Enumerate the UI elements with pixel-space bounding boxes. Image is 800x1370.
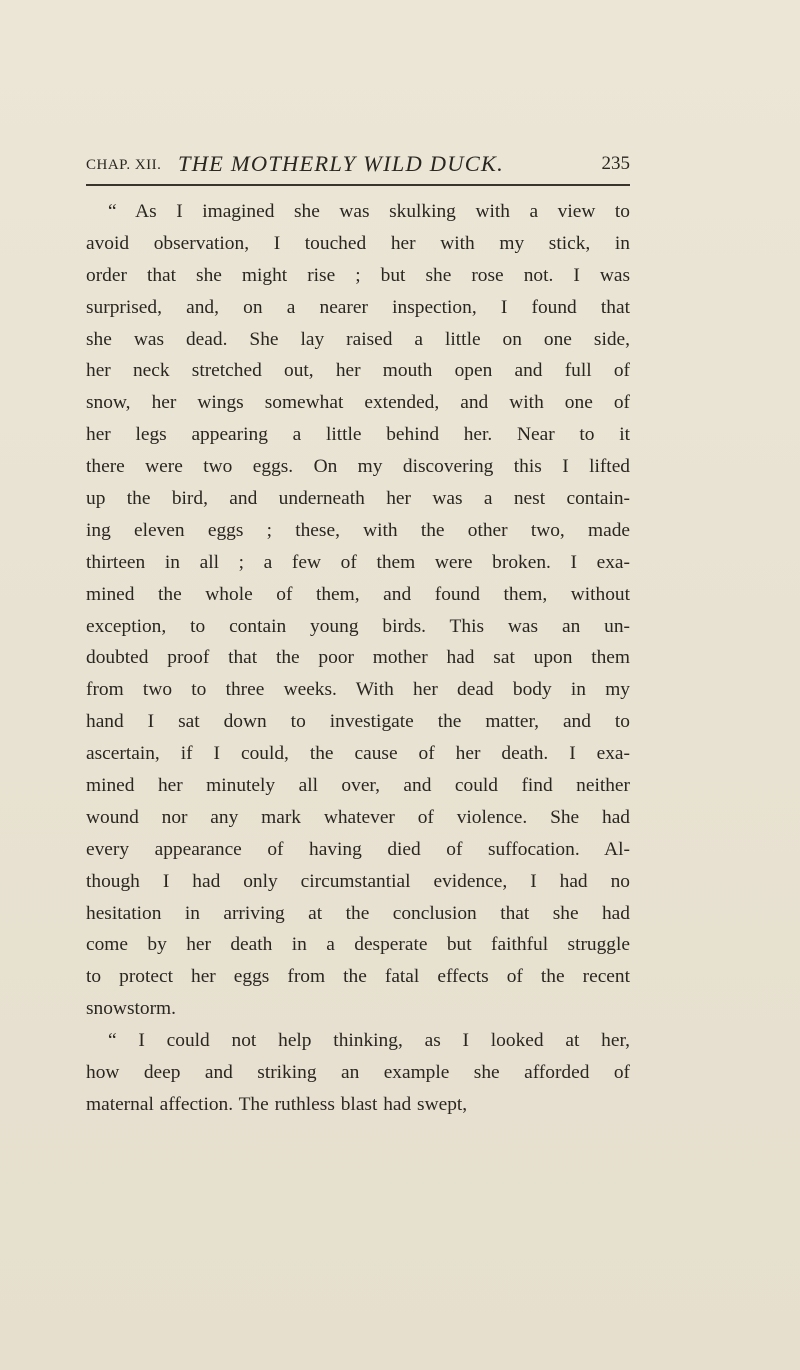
text-line: thirteen in all ; a few of them were broken. I exa- [86,551,630,573]
text-line: her legs appearing a little behind her. Near to it [86,424,630,446]
running-header [86,151,630,181]
text-line: ascertain, if I could, the cause of her death. I exa- [86,743,630,765]
text-line: order that she might rise ; but she rose not. I was [86,264,630,286]
page-title: THE MOTHERLY WILD DUCK. [178,151,504,176]
text-line: from two to three weeks. With her dead body in my [86,679,630,701]
chapter-label: CHAP. XII. [86,157,162,173]
body-text [86,196,630,1121]
page-number: 235 [601,153,630,174]
text-line: though I had only circumstantial evidence, I had no [86,870,630,892]
text-line: snowstorm. [86,998,176,1020]
text-line: to protect her eggs from the fatal effects of the recent [86,966,630,988]
text-line: avoid observation, I touched her with my stick, in [86,232,630,254]
text-line: doubted proof that the poor mother had sat upon them [86,647,630,669]
text-line: mined the whole of them, and found them, without [86,583,630,605]
text-line: up the bird, and underneath her was a nest contain- [86,488,630,510]
text-line: there were two eggs. On my discovering this I lifted [86,456,630,478]
text-line: how deep and striking an example she afforded of [86,1062,630,1084]
text-line: her neck stretched out, her mouth open and full of [86,360,630,382]
text-line: mined her minutely all over, and could find neither [86,775,630,797]
header-rule [86,184,630,186]
text-line: “ As I imagined she was skulking with a view to [108,201,630,222]
text-line: “ I could not help thinking, as I looked at her, [108,1030,630,1052]
text-line: maternal affection. The ruthless blast had swept, [86,1093,468,1115]
text-line: come by her death in a desperate but faithful struggle [86,934,630,956]
text-line: hand I sat down to investigate the matter, and to [86,711,630,733]
text-line: she was dead. She lay raised a little on one side, [86,328,630,350]
text-line: every appearance of having died of suffocation. Al- [86,838,630,860]
text-line: wound nor any mark whatever of violence. She had [86,806,630,828]
text-line: snow, her wings somewhat extended, and with one of [86,392,630,414]
text-line: ing eleven eggs ; these, with the other two, made [86,519,630,541]
text-line: surprised, and, on a nearer inspection, I found that [86,296,630,318]
text-line: hesitation in arriving at the conclusion that she had [86,902,630,924]
text-line: exception, to contain young birds. This was an un- [86,615,630,637]
